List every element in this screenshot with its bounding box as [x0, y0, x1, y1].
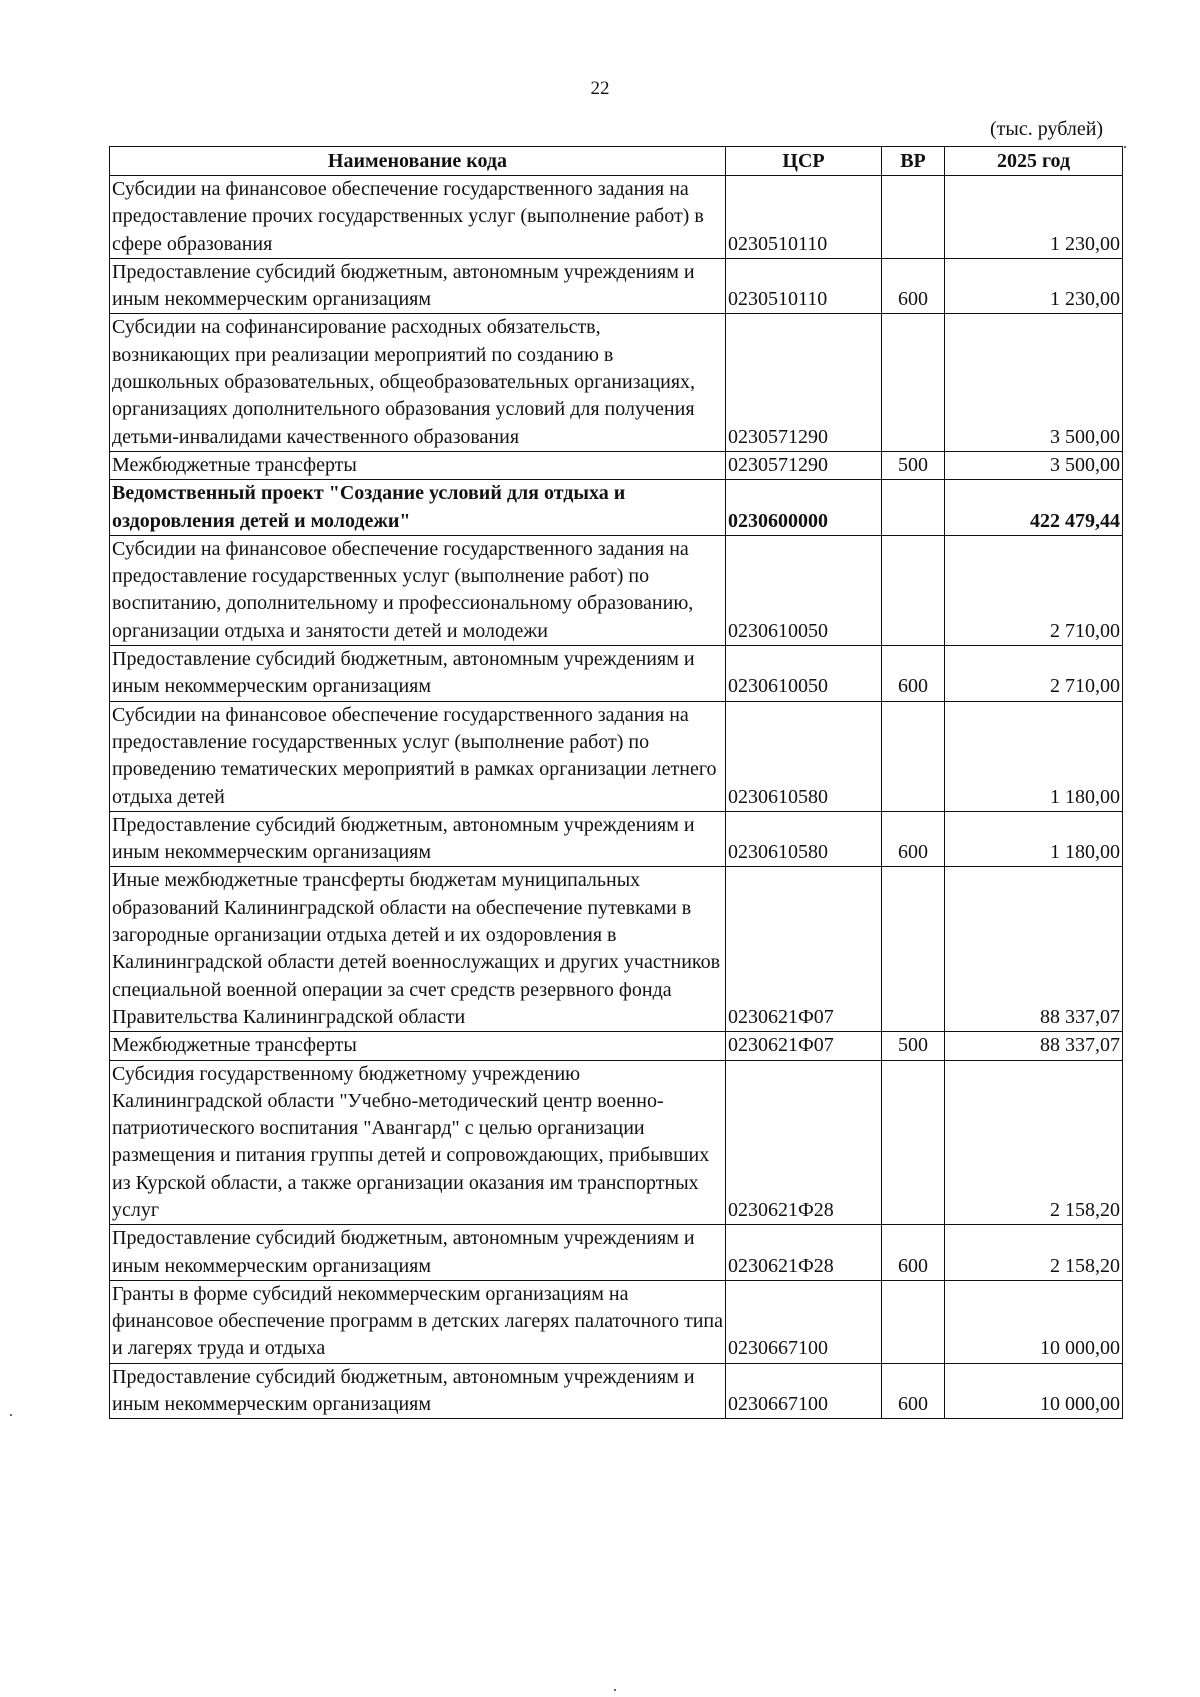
- row-sum: 422 479,44: [945, 480, 1123, 536]
- row-vr: [882, 480, 945, 536]
- table-row-project: [110, 480, 1123, 536]
- row-vr: 600: [882, 646, 945, 702]
- row-sum: 3 500,00: [945, 314, 1123, 451]
- header-year: 2025 год: [945, 147, 1123, 176]
- row-csr: 0230621Ф28: [726, 1225, 882, 1281]
- row-csr: 0230610050: [726, 646, 882, 702]
- row-sum: 88 337,07: [945, 1032, 1123, 1060]
- row-csr: 0230510110: [726, 258, 882, 314]
- row-sum: 10 000,00: [945, 1280, 1123, 1363]
- row-name: Предоставление субсидий бюджетным, автономным учреждениям и иным некоммерческим организациям: [110, 811, 726, 867]
- row-vr: 600: [882, 258, 945, 314]
- table-row: [110, 176, 1123, 259]
- row-sum: 2 158,20: [945, 1060, 1123, 1225]
- table-row: [110, 1032, 1123, 1060]
- header-name: Наименование кода: [110, 147, 726, 176]
- table-row: [110, 867, 1123, 1032]
- row-vr: [882, 867, 945, 1032]
- row-csr: 0230667100: [726, 1363, 882, 1419]
- row-name: Субсидия государственному бюджетному учреждению Калининградской области "Учебно-методический центр военно-патриотического воспитания "Авангард" с целью организации размещения и питания группы детей и сопровождающих, прибывших из Курской области, а также организации оказания им транспортных услуг: [110, 1060, 726, 1225]
- row-name: Предоставление субсидий бюджетным, автономным учреждениям и иным некоммерческим организациям: [110, 1363, 726, 1419]
- budget-table: [109, 146, 1123, 1419]
- row-csr: 0230667100: [726, 1280, 882, 1363]
- row-name: Предоставление субсидий бюджетным, автономным учреждениям и иным некоммерческим организациям: [110, 1225, 726, 1281]
- row-name: Субсидии на финансовое обеспечение государственного задания на предоставление государственных услуг (выполнение работ) по проведению тематических мероприятий в рамках организации летнего отдыха детей: [110, 701, 726, 811]
- table-row: [110, 701, 1123, 811]
- row-vr: 600: [882, 811, 945, 867]
- row-csr: 0230510110: [726, 176, 882, 259]
- row-sum: 2 710,00: [945, 646, 1123, 702]
- header-csr: ЦСР: [726, 147, 882, 176]
- table-row: [110, 1225, 1123, 1281]
- row-name: Предоставление субсидий бюджетным, автономным учреждениям и иным некоммерческим организациям: [110, 646, 726, 702]
- row-name: Ведомственный проект "Создание условий для отдыха и оздоровления детей и молодежи": [110, 480, 726, 536]
- row-name: Гранты в форме субсидий некоммерческим организациям на финансовое обеспечение программ в детских лагерях палаточного типа и лагерях труда и отдыха: [110, 1280, 726, 1363]
- row-csr: 0230621Ф28: [726, 1060, 882, 1225]
- row-sum: 1 180,00: [945, 701, 1123, 811]
- scan-speck: [1124, 146, 1126, 148]
- row-vr: [882, 176, 945, 259]
- row-csr: 0230571290: [726, 314, 882, 451]
- row-csr: 0230610580: [726, 701, 882, 811]
- row-name: Субсидии на финансовое обеспечение государственного задания на предоставление прочих государственных услуг (выполнение работ) в сфере образования: [110, 176, 726, 259]
- row-sum: 3 500,00: [945, 451, 1123, 479]
- row-csr: 0230571290: [726, 451, 882, 479]
- row-name: Субсидии на софинансирование расходных обязательств, возникающих при реализации мероприятий по созданию в дошкольных образовательных, общеобразовательных организациях, организациях дополнительного образования условий для получения детьми-инвалидами качественного образования: [110, 314, 726, 451]
- row-name: Межбюджетные трансферты: [110, 1032, 726, 1060]
- row-vr: 500: [882, 1032, 945, 1060]
- row-vr: [882, 314, 945, 451]
- row-csr: 0230610580: [726, 811, 882, 867]
- row-name: Предоставление субсидий бюджетным, автономным учреждениям и иным некоммерческим организациям: [110, 258, 726, 314]
- row-sum: 1 180,00: [945, 811, 1123, 867]
- row-vr: [882, 1060, 945, 1225]
- table-row: [110, 258, 1123, 314]
- table-row: [110, 1363, 1123, 1419]
- row-vr: 600: [882, 1363, 945, 1419]
- unit-note: (тыс. рублей): [990, 118, 1104, 140]
- row-csr: 0230621Ф07: [726, 1032, 882, 1060]
- table-row: [110, 1280, 1123, 1363]
- row-sum: 1 230,00: [945, 258, 1123, 314]
- row-csr: 0230610050: [726, 535, 882, 645]
- table-row: [110, 646, 1123, 702]
- row-sum: 2 710,00: [945, 535, 1123, 645]
- row-sum: 2 158,20: [945, 1225, 1123, 1281]
- row-vr: 600: [882, 1225, 945, 1281]
- row-vr: [882, 535, 945, 645]
- row-sum: 10 000,00: [945, 1363, 1123, 1419]
- scan-speck: [10, 1414, 12, 1416]
- row-name: Субсидии на финансовое обеспечение государственного задания на предоставление государственных услуг (выполнение работ) по воспитанию, дополнительному и профессиональному образованию, организации отдыха и занятости детей и молодежи: [110, 535, 726, 645]
- table-row: [110, 535, 1123, 645]
- header-vr: ВР: [882, 147, 945, 176]
- row-name: Межбюджетные трансферты: [110, 451, 726, 479]
- table-row: [110, 1060, 1123, 1225]
- table-row: [110, 811, 1123, 867]
- table-row: [110, 314, 1123, 451]
- page-number: 22: [590, 78, 610, 99]
- scan-speck: [614, 1689, 616, 1691]
- row-sum: 88 337,07: [945, 867, 1123, 1032]
- table-row: [110, 451, 1123, 479]
- row-sum: 1 230,00: [945, 176, 1123, 259]
- row-vr: [882, 1280, 945, 1363]
- table-header-row: [110, 147, 1123, 176]
- row-csr: 0230621Ф07: [726, 867, 882, 1032]
- row-csr: 0230600000: [726, 480, 882, 536]
- row-vr: [882, 701, 945, 811]
- row-name: Иные межбюджетные трансферты бюджетам муниципальных образований Калининградской области на обеспечение путевками в загородные организации отдыха детей и их оздоровления в Калининградской области детей военнослужащих и других участников специальной военной операции за счет средств резервного фонда Правительства Калининградской области: [110, 867, 726, 1032]
- row-vr: 500: [882, 451, 945, 479]
